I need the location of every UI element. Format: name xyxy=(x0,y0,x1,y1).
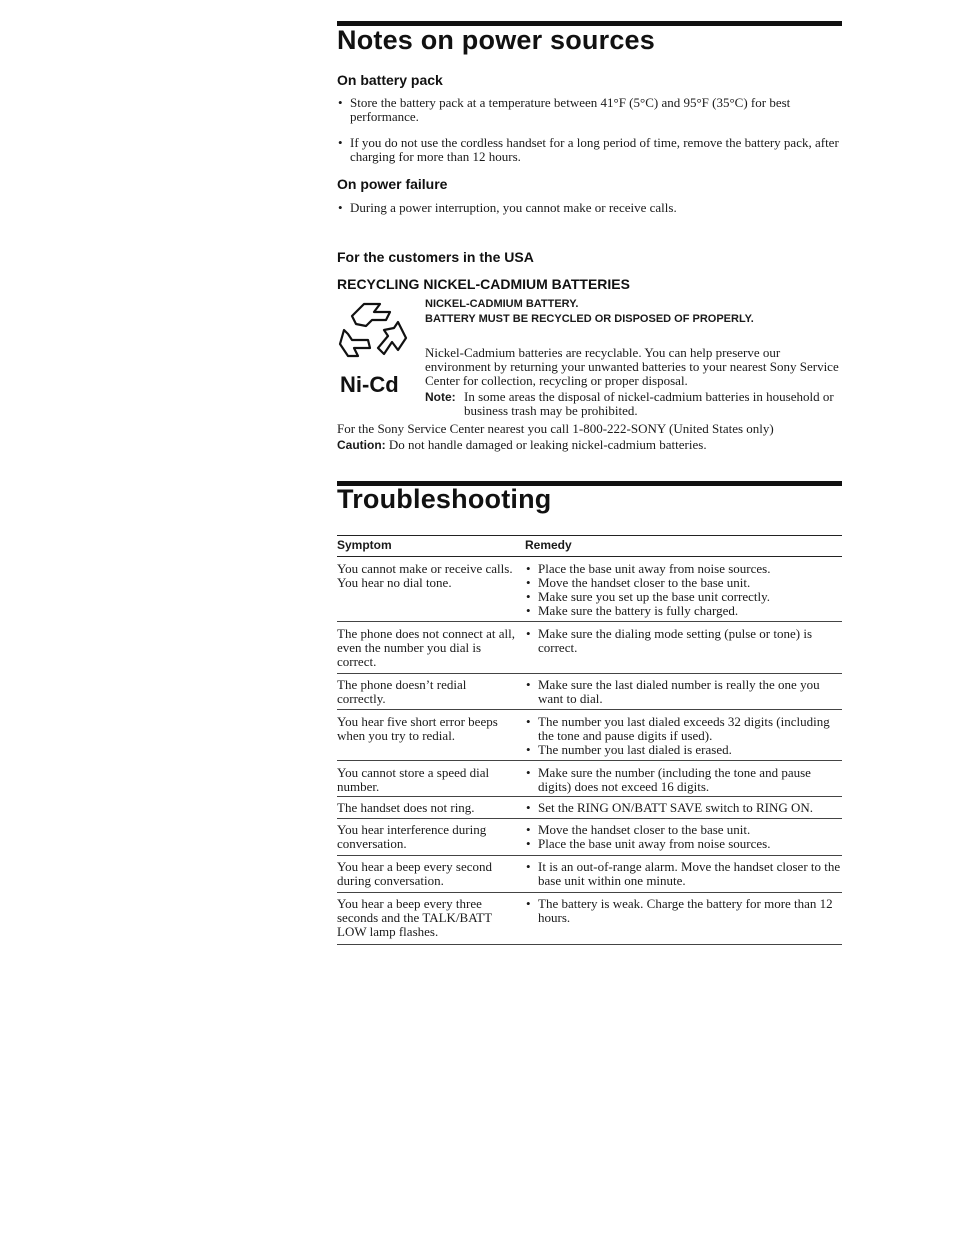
section-title: Troubleshooting xyxy=(337,484,552,514)
remedy-item: • Make sure you set up the base unit correctly. xyxy=(526,589,771,604)
remedy-item: • Move the handset closer to the base unit. xyxy=(526,822,751,837)
row-separator xyxy=(337,760,842,761)
symptom-cell xyxy=(337,678,515,706)
remedy-cell xyxy=(524,678,844,706)
nicd-logo: Ni-Cd xyxy=(340,372,399,397)
symptom-cell xyxy=(337,766,515,794)
remedy-cell xyxy=(524,897,844,925)
symptom-text: You cannot store a speed dial number. xyxy=(337,765,490,794)
service-line: For the Sony Service Center nearest you call 1-800-222-SONY (United States only) xyxy=(337,421,774,436)
symptom-cell xyxy=(337,715,515,743)
notice-line: BATTERY MUST BE RECYCLED OR DISPOSED OF PROPERLY. xyxy=(425,313,754,325)
symptom-text: You hear no dial tone. xyxy=(337,575,452,590)
remedy-item: • Make sure the battery is fully charged. xyxy=(526,603,739,618)
power-failure-heading: On power failure xyxy=(337,176,448,192)
note-label: Note: xyxy=(425,390,456,404)
remedy-cell xyxy=(524,766,844,794)
symptom-cell xyxy=(337,823,515,851)
remedy-item: • It is an out-of-range alarm. Move the handset closer to the base unit within one minute. xyxy=(526,859,841,888)
caution-label: Caution: xyxy=(337,438,386,452)
remedy-item: • Make sure the number (including the tone and pause digits) does not exceed 16 digits. xyxy=(526,765,811,794)
symptom-cell xyxy=(337,801,515,815)
row-separator xyxy=(337,944,842,945)
battery-heading: On battery pack xyxy=(337,72,443,88)
usa-heading: For the customers in the USA xyxy=(337,249,534,265)
page-title: Notes on power sources xyxy=(337,25,655,55)
remedy-item: • Make sure the dialing mode setting (pulse or tone) is correct. xyxy=(526,626,813,655)
remedy-cell xyxy=(524,801,844,815)
caution-line xyxy=(337,438,847,452)
remedy-item: • The number you last dialed is erased. xyxy=(526,742,732,757)
remedy-item: • The number you last dialed exceeds 32 digits (including the tone and pause digits if used). xyxy=(526,714,830,743)
note-text: In some areas the disposal of nickel-cadmium batteries in household or business trash may be prohibited. xyxy=(464,389,834,418)
notice-line: NICKEL-CADMIUM BATTERY. xyxy=(425,298,579,310)
symptom-cell xyxy=(337,562,515,590)
remedy-item: • Place the base unit away from noise sources. xyxy=(526,836,771,851)
symptom-text: The phone does not connect at all, even the number you dial is correct. xyxy=(337,626,515,669)
symptom-text: The phone doesn’t redial correctly. xyxy=(337,677,467,706)
list-item: • If you do not use the cordless handset for a long period of time, remove the battery pack, after charging for more than 12 hours. xyxy=(338,135,839,164)
row-separator xyxy=(337,621,842,622)
symptom-text: You hear interference during conversation. xyxy=(337,822,487,851)
row-separator xyxy=(337,855,842,856)
symptom-text: You hear five short error beeps when you try to redial. xyxy=(337,714,498,743)
recycling-heading: RECYCLING NICKEL-CADMIUM BATTERIES xyxy=(337,276,630,292)
column-header-remedy: Remedy xyxy=(525,538,572,552)
caution-text: Do not handle damaged or leaking nickel-cadmium batteries. xyxy=(388,437,707,452)
remedy-cell xyxy=(524,627,844,655)
symptom-text: You hear a beep every three seconds and the TALK/BATT LOW lamp flashes. xyxy=(337,896,492,939)
symptom-cell xyxy=(337,897,515,939)
remedy-cell xyxy=(524,860,844,888)
remedy-cell xyxy=(524,562,844,618)
row-separator xyxy=(337,818,842,819)
symptom-cell xyxy=(337,627,515,669)
symptom-cell xyxy=(337,860,515,888)
row-separator xyxy=(337,673,842,674)
table-top-rule xyxy=(337,535,842,536)
column-header-symptom: Symptom xyxy=(337,538,392,552)
row-separator xyxy=(337,892,842,893)
symptom-text: You cannot make or receive calls. xyxy=(337,561,513,576)
remedy-item: • The battery is weak. Charge the battery for more than 12 hours. xyxy=(526,896,833,925)
row-separator xyxy=(337,796,842,797)
remedy-item: • Set the RING ON/BATT SAVE switch to RING ON. xyxy=(526,800,814,815)
remedy-cell xyxy=(524,715,844,757)
remedy-item: • Move the handset closer to the base unit. xyxy=(526,575,751,590)
recycle-icon xyxy=(338,300,410,362)
row-separator xyxy=(337,709,842,710)
symptom-text: The handset does not ring. xyxy=(337,800,475,815)
remedy-item: • Make sure the last dialed number is really the one you want to dial. xyxy=(526,677,820,706)
recycle-paragraph: Nickel-Cadmium batteries are recyclable. You can help preserve our environment by returning your unwanted batteries to your nearest Sony Service Center for collection, recycling or proper disposal. xyxy=(425,345,839,388)
list-item: • During a power interruption, you cannot make or receive calls. xyxy=(338,200,677,215)
list-item: • Store the battery pack at a temperature between 41°F (5°C) and 95°F (35°C) for best performance. xyxy=(338,95,791,124)
remedy-item: • Place the base unit away from noise sources. xyxy=(526,561,771,576)
symptom-text: You hear a beep every second during conversation. xyxy=(337,859,492,888)
table-header-rule xyxy=(337,556,842,557)
remedy-cell xyxy=(524,823,844,851)
